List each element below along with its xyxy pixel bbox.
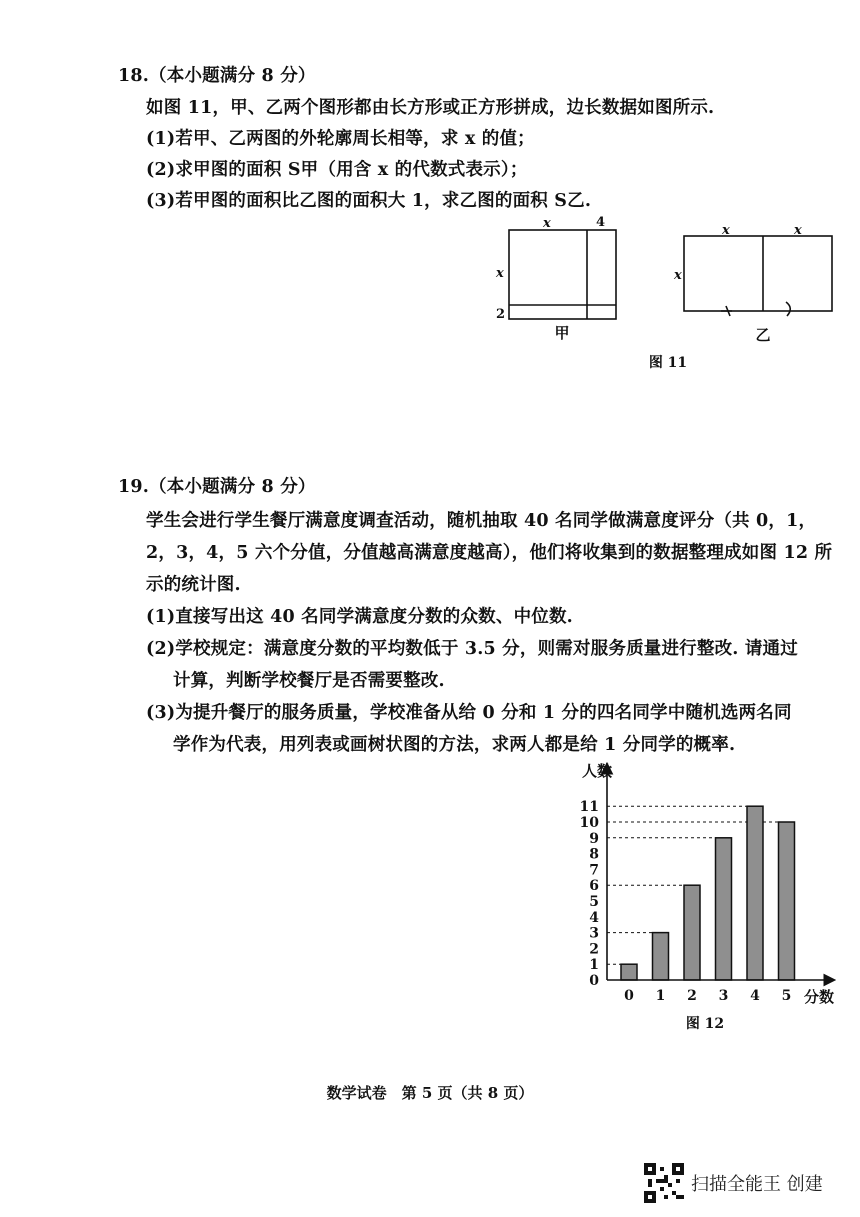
x-tick-label: 2 <box>687 988 697 1004</box>
q18-part3: (3)若甲图的面积比乙图的面积大 1，求乙图的面积 S乙. <box>146 191 592 211</box>
x-tick-label: 5 <box>781 988 792 1004</box>
y-tick-label: 5 <box>589 894 599 910</box>
q19-header: 19.（本小题满分 8 分） <box>118 477 316 497</box>
q19-part1: (1)直接写出这 40 名同学满意度分数的众数、中位数. <box>146 607 573 627</box>
yi-left-x-label: x <box>674 268 682 283</box>
yi-top-x1-label: x <box>722 223 730 238</box>
q19-part3-a: (3)为提升餐厅的服务质量，学校准备从给 0 分和 1 分的四名同学中随机选两名同 <box>146 703 792 723</box>
y-tick-label: 3 <box>589 925 599 942</box>
q18-part1: (1)若甲、乙两图的外轮廓周长相等，求 x 的值； <box>146 129 535 149</box>
jia-top-x-label: x <box>543 216 551 231</box>
yi-outline <box>684 236 832 311</box>
figure-11 <box>480 210 840 380</box>
q19-line3: 示的统计图. <box>146 575 241 595</box>
qr-code-icon <box>644 1163 684 1203</box>
bar <box>779 822 795 980</box>
x-axis-label: 分数 <box>804 988 835 1006</box>
figure-12-caption: 图 12 <box>685 1016 725 1032</box>
x-tick-label: 1 <box>655 988 666 1004</box>
figure-12-bar-chart <box>550 755 850 1045</box>
bar <box>684 885 700 980</box>
q19-part2-b: 计算，判断学校餐厅是否需要整改. <box>173 671 445 691</box>
x-tick-label: 3 <box>718 988 729 1004</box>
y-tick-label: 6 <box>589 878 599 895</box>
yi-top-x2-label: x <box>794 223 802 238</box>
y-tick-label: 9 <box>589 830 599 847</box>
x-tick-label: 0 <box>624 988 634 1004</box>
q19-part2-a: (2)学校规定：满意度分数的平均数低于 3.5 分，则需对服务质量进行整改. 请通过 <box>146 639 798 659</box>
q19-part3-b: 学作为代表，用列表或画树状图的方法，求两人都是给 1 分同学的概率. <box>173 735 736 755</box>
y-tick-label: 4 <box>589 909 599 926</box>
q18-part2: (2)求甲图的面积 S甲（用含 x 的代数式表示）； <box>146 160 528 180</box>
bar <box>716 838 732 980</box>
page-footer: 数学试卷 第 5 页（共 8 页） <box>326 1084 534 1102</box>
jia-name: 甲 <box>554 324 570 342</box>
x-tick-label: 4 <box>750 988 760 1004</box>
q19-line2: 2，3，4，5 六个分值，分值越高满意度越高），他们将收集到的数据整理成如图 12 所 <box>146 543 833 563</box>
y-tick-label: 10 <box>579 815 599 831</box>
y-tick-label: 11 <box>579 799 599 816</box>
bar <box>653 933 669 980</box>
y-tick-label: 1 <box>589 957 599 974</box>
scanner-watermark: 扫描全能王 创建 <box>691 1174 823 1195</box>
jia-left-x-label: x <box>496 266 504 281</box>
y-tick-label: 0 <box>589 973 599 989</box>
bar <box>621 964 637 980</box>
y-tick-label: 7 <box>589 862 599 879</box>
q19-line1: 学生会进行学生餐厅满意度调查活动，随机抽取 40 名同学做满意度评分（共 0，1， <box>146 511 817 531</box>
y-tick-label: 2 <box>589 941 599 958</box>
yi-mark-left <box>721 306 732 316</box>
y-axis-label: 人数 <box>582 762 613 780</box>
yi-mark-right <box>786 302 790 316</box>
y-tick-label: 8 <box>589 846 599 863</box>
yi-name: 乙 <box>755 326 771 344</box>
q18-header: 18.（本小题满分 8 分） <box>118 66 316 86</box>
jia-left-2-label: 2 <box>496 307 506 322</box>
figure-11-caption: 图 11 <box>648 355 688 371</box>
jia-top-4-label: 4 <box>596 215 606 230</box>
bar <box>747 806 763 980</box>
q18-intro: 如图 11，甲、乙两个图形都由长方形或正方形拼成，边长数据如图所示. <box>146 98 715 118</box>
